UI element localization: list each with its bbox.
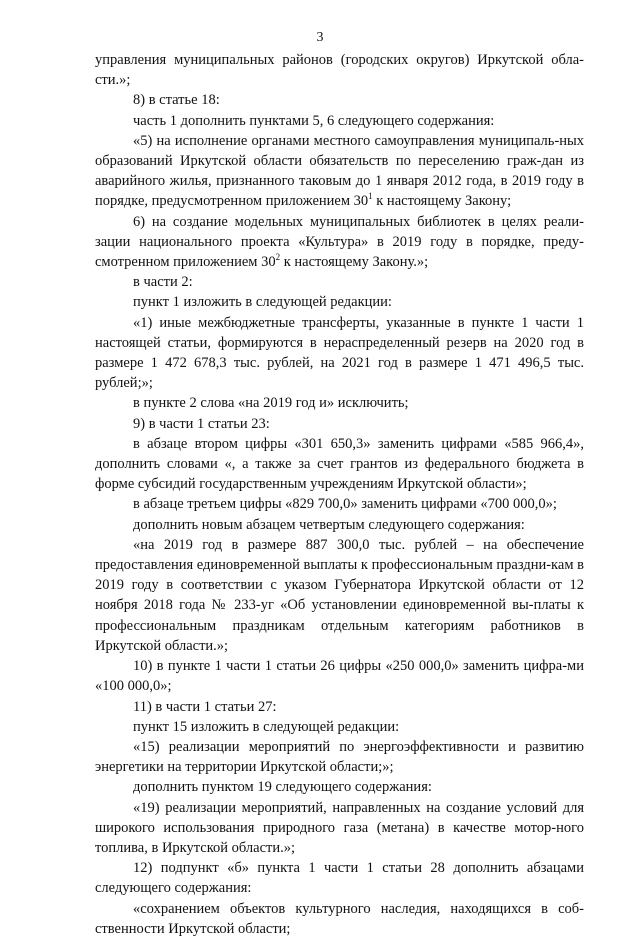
paragraph-text-tail: к настоящему Закону; — [372, 193, 512, 210]
paragraph-text: 9) в части 1 статьи 23: — [133, 415, 270, 432]
paragraph — [95, 434, 584, 495]
paragraph — [95, 292, 584, 312]
paragraph — [95, 515, 584, 535]
paragraph — [95, 697, 584, 717]
paragraph-text: пункт 1 изложить в следующей редакции: — [133, 294, 392, 311]
paragraph — [95, 737, 584, 777]
paragraph — [95, 798, 584, 859]
paragraph-text: «19) реализации мероприятий, направленных на создание условий для широкого использования природного газа (метана) в качестве мотор-ного топлива, в Иркутской области.»; — [95, 799, 584, 856]
paragraph — [95, 50, 584, 90]
paragraph-text: «сохранением объектов культурного наследия, находящихся в соб-ственности Иркутской области; — [95, 900, 584, 937]
paragraph-text: управления муниципальных районов (городских округов) Иркутской обла-сти.»; — [95, 52, 584, 89]
paragraph-text: «5) на исполнение органами местного самоуправления муниципаль-ных образований Иркутской области обязательств по переселению граж-дан из аварийного жилья, признанного таковым до 1 января 2012 года, в 2019 году в порядке, предусмотренном приложением 30 — [95, 132, 584, 210]
superscript: 2 — [275, 252, 281, 263]
paragraph — [95, 656, 584, 696]
paragraph-text: «на 2019 год в размере 887 300,0 тыс. рублей – на обеспечение предоставления единовременной выплаты к профессиональным праздни-кам в 2019 году в соответствии с указом Губернатора Иркутской области от 12 ноября 2018 года № 233-уг «Об установлении единовременной вы-платы к профессиональным праздникам отдельным категориям работников в Иркутской области.»; — [95, 536, 584, 654]
paragraph-text: в абзаце втором цифры «301 650,3» заменить цифрами «585 966,4», дополнить словами «, а также за счет грантов из федерального бюджета в форме субсидий государственным учреждениям Иркутской области»; — [95, 435, 584, 493]
paragraph-text: «15) реализации мероприятий по энергоэффективности и развитию энергетики на территории Иркутской области;»; — [95, 738, 584, 776]
document-body — [95, 50, 584, 939]
page-number: 3 — [316, 30, 324, 45]
paragraph-text: 10) в пункте 1 части 1 статьи 26 цифры «250 000,0» заменить цифра-ми «100 000,0»; — [95, 658, 584, 695]
paragraph — [95, 90, 584, 110]
paragraph — [95, 212, 584, 273]
paragraph — [95, 777, 584, 797]
paragraph-text: пункт 15 изложить в следующей редакции: — [133, 718, 400, 735]
paragraph-text: часть 1 дополнить пунктами 5, 6 следующего содержания: — [133, 112, 495, 129]
paragraph — [95, 858, 584, 898]
paragraph-text: дополнить пунктом 19 следующего содержания: — [133, 779, 432, 796]
superscript: 1 — [368, 191, 373, 202]
paragraph-text: в части 2: — [133, 274, 193, 291]
paragraph — [95, 111, 584, 131]
paragraph — [95, 414, 584, 434]
paragraph-text: в абзаце третьем цифры «829 700,0» заменить цифрами «700 000,0»; — [133, 496, 557, 513]
paragraph — [95, 272, 584, 292]
paragraph — [95, 535, 584, 656]
paragraph — [95, 494, 584, 514]
paragraph-text: в пункте 2 слова «на 2019 год и» исключить; — [133, 395, 409, 412]
paragraph-text: 6) на создание модельных муниципальных библиотек в целях реали-зации национального проекта «Культура» в 2019 году в порядке, преду-смотренном приложением 30 — [95, 213, 584, 271]
paragraph — [95, 393, 584, 413]
paragraph — [95, 717, 584, 737]
paragraph-text: дополнить новым абзацем четвертым следующего содержания: — [133, 516, 525, 533]
paragraph-text: 8) в статье 18: — [133, 92, 220, 109]
paragraph — [95, 313, 584, 394]
paragraph — [95, 131, 584, 212]
paragraph-text: «1) иные межбюджетные трансферты, указанные в пункте 1 части 1 настоящей статьи, формируются в нераспределенный резерв на 2020 год в размере 1 472 678,3 тыс. рублей, на 2021 год в размере 1 471 496,5 тыс. рублей;»; — [95, 314, 584, 392]
paragraph-text: 11) в части 1 статьи 27: — [133, 698, 277, 715]
paragraph-text: 12) подпункт «б» пункта 1 части 1 статьи 28 дополнить абзацами следующего содержания: — [95, 860, 584, 897]
paragraph-text-tail: к настоящему Закону.»; — [280, 254, 429, 271]
